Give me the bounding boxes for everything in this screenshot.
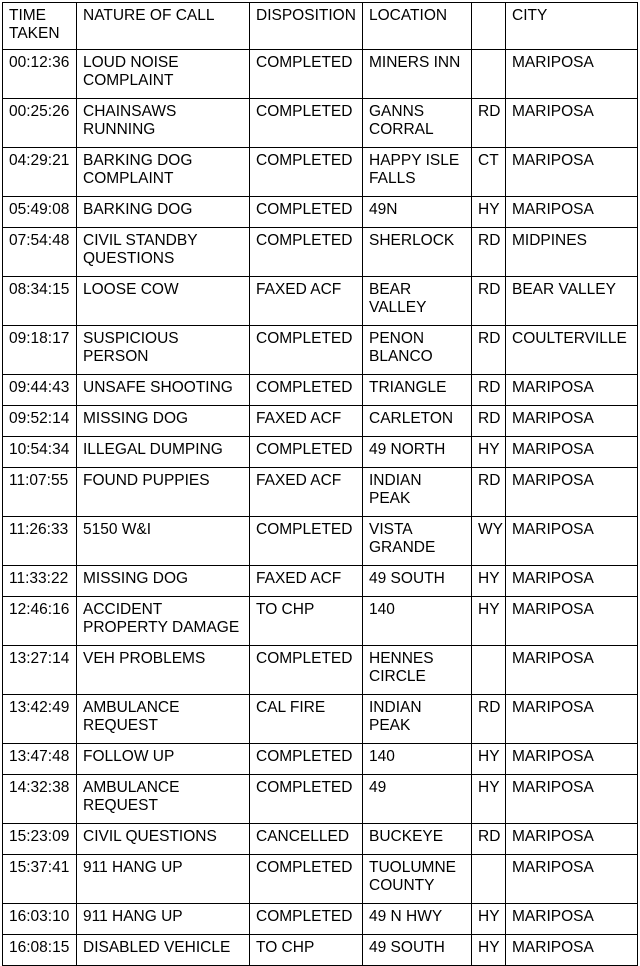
city-cell: MARIPOSA [506,517,638,566]
header-time-taken: TIME TAKEN [3,3,77,50]
nature-of-call-cell: MISSING DOG [77,566,250,597]
city-cell: MARIPOSA [506,855,638,904]
street-suffix-cell: RD [472,824,506,855]
location-cell: HENNES CIRCLE [363,646,472,695]
street-suffix-cell: HY [472,744,506,775]
time-cell: 09:44:43 [3,375,77,406]
disposition-cell: FAXED ACF [250,406,363,437]
disposition-cell: TO CHP [250,597,363,646]
table-row [3,597,638,646]
nature-of-call-cell: UNSAFE SHOOTING [77,375,250,406]
time-cell: 10:54:34 [3,437,77,468]
street-suffix-cell: RD [472,277,506,326]
city-cell: MARIPOSA [506,646,638,695]
location-cell: GANNS CORRAL [363,99,472,148]
call-log-body [3,50,638,966]
nature-of-call-cell: AMBULANCE REQUEST [77,695,250,744]
city-cell: MARIPOSA [506,824,638,855]
table-row [3,646,638,695]
table-row [3,517,638,566]
location-cell: 49 N HWY [363,904,472,935]
city-cell: MARIPOSA [506,566,638,597]
time-cell: 07:54:48 [3,228,77,277]
disposition-cell: COMPLETED [250,904,363,935]
street-suffix-cell [472,646,506,695]
location-cell: 49 NORTH [363,437,472,468]
city-cell: MARIPOSA [506,148,638,197]
nature-of-call-cell: 5150 W&I [77,517,250,566]
time-cell: 12:46:16 [3,597,77,646]
city-cell: MIDPINES [506,228,638,277]
city-cell: MARIPOSA [506,468,638,517]
city-cell: MARIPOSA [506,437,638,468]
nature-of-call-cell: VEH PROBLEMS [77,646,250,695]
time-cell: 11:33:22 [3,566,77,597]
street-suffix-cell: HY [472,935,506,966]
table-row [3,406,638,437]
header-location: LOCATION [363,3,472,50]
table-row [3,566,638,597]
street-suffix-cell: RD [472,406,506,437]
disposition-cell: FAXED ACF [250,468,363,517]
time-cell: 14:32:38 [3,775,77,824]
street-suffix-cell: WY [472,517,506,566]
time-cell: 09:52:14 [3,406,77,437]
city-cell: MARIPOSA [506,744,638,775]
table-row [3,824,638,855]
time-cell: 16:03:10 [3,904,77,935]
nature-of-call-cell: 911 HANG UP [77,855,250,904]
header-row [3,3,638,50]
city-cell: MARIPOSA [506,904,638,935]
location-cell: 49N [363,197,472,228]
location-cell: SHERLOCK [363,228,472,277]
city-cell: MARIPOSA [506,406,638,437]
time-cell: 00:25:26 [3,99,77,148]
disposition-cell: COMPLETED [250,517,363,566]
street-suffix-cell: HY [472,566,506,597]
disposition-cell: COMPLETED [250,50,363,99]
nature-of-call-cell: FOLLOW UP [77,744,250,775]
disposition-cell: COMPLETED [250,744,363,775]
disposition-cell: COMPLETED [250,148,363,197]
street-suffix-cell: CT [472,148,506,197]
street-suffix-cell: RD [472,99,506,148]
time-cell: 16:08:15 [3,935,77,966]
disposition-cell: COMPLETED [250,437,363,468]
location-cell: HAPPY ISLE FALLS [363,148,472,197]
street-suffix-cell: HY [472,597,506,646]
nature-of-call-cell: LOUD NOISE COMPLAINT [77,50,250,99]
street-suffix-cell [472,855,506,904]
street-suffix-cell: HY [472,775,506,824]
city-cell: MARIPOSA [506,695,638,744]
street-suffix-cell [472,50,506,99]
nature-of-call-cell: 911 HANG UP [77,904,250,935]
time-cell: 08:34:15 [3,277,77,326]
street-suffix-cell: RD [472,695,506,744]
header-city: CITY [506,3,638,50]
nature-of-call-cell: ILLEGAL DUMPING [77,437,250,468]
disposition-cell: COMPLETED [250,775,363,824]
street-suffix-cell: RD [472,468,506,517]
disposition-cell: CANCELLED [250,824,363,855]
disposition-cell: FAXED ACF [250,566,363,597]
time-cell: 09:18:17 [3,326,77,375]
table-row [3,375,638,406]
header-nature-of-call: NATURE OF CALL [77,3,250,50]
disposition-cell: COMPLETED [250,99,363,148]
location-cell: VISTA GRANDE [363,517,472,566]
time-cell: 04:29:21 [3,148,77,197]
table-row [3,855,638,904]
street-suffix-cell: RD [472,326,506,375]
time-cell: 15:37:41 [3,855,77,904]
location-cell: 49 [363,775,472,824]
location-cell: 49 SOUTH [363,566,472,597]
table-row [3,228,638,277]
location-cell: CARLETON [363,406,472,437]
city-cell: MARIPOSA [506,775,638,824]
nature-of-call-cell: DISABLED VEHICLE [77,935,250,966]
table-row [3,99,638,148]
street-suffix-cell: HY [472,904,506,935]
disposition-cell: FAXED ACF [250,277,363,326]
disposition-cell: COMPLETED [250,646,363,695]
location-cell: BUCKEYE [363,824,472,855]
nature-of-call-cell: CHAINSAWS RUNNING [77,99,250,148]
time-cell: 00:12:36 [3,50,77,99]
time-cell: 11:26:33 [3,517,77,566]
time-cell: 11:07:55 [3,468,77,517]
call-log-container [2,2,638,966]
time-cell: 15:23:09 [3,824,77,855]
nature-of-call-cell: FOUND PUPPIES [77,468,250,517]
disposition-cell: TO CHP [250,935,363,966]
header-street-suffix [472,3,506,50]
city-cell: COULTERVILLE [506,326,638,375]
disposition-cell: COMPLETED [250,197,363,228]
table-row [3,326,638,375]
street-suffix-cell: RD [472,375,506,406]
table-row [3,904,638,935]
header-disposition: DISPOSITION [250,3,363,50]
location-cell: 140 [363,744,472,775]
nature-of-call-cell: BARKING DOG [77,197,250,228]
nature-of-call-cell: BARKING DOG COMPLAINT [77,148,250,197]
nature-of-call-cell: CIVIL QUESTIONS [77,824,250,855]
time-cell: 13:27:14 [3,646,77,695]
table-row [3,935,638,966]
table-row [3,695,638,744]
street-suffix-cell: HY [472,437,506,468]
city-cell: MARIPOSA [506,197,638,228]
time-cell: 05:49:08 [3,197,77,228]
table-row [3,148,638,197]
table-row [3,197,638,228]
location-cell: INDIAN PEAK [363,468,472,517]
table-row [3,775,638,824]
city-cell: MARIPOSA [506,375,638,406]
nature-of-call-cell: SUSPICIOUS PERSON [77,326,250,375]
call-log-table [2,2,638,966]
disposition-cell: COMPLETED [250,855,363,904]
time-cell: 13:47:48 [3,744,77,775]
table-row [3,468,638,517]
location-cell: 140 [363,597,472,646]
table-row [3,277,638,326]
table-row [3,744,638,775]
table-row [3,50,638,99]
location-cell: BEAR VALLEY [363,277,472,326]
nature-of-call-cell: LOOSE COW [77,277,250,326]
location-cell: MINERS INN [363,50,472,99]
city-cell: MARIPOSA [506,597,638,646]
disposition-cell: COMPLETED [250,375,363,406]
street-suffix-cell: RD [472,228,506,277]
location-cell: 49 SOUTH [363,935,472,966]
nature-of-call-cell: AMBULANCE REQUEST [77,775,250,824]
street-suffix-cell: HY [472,197,506,228]
location-cell: TUOLUMNE COUNTY [363,855,472,904]
time-cell: 13:42:49 [3,695,77,744]
disposition-cell: COMPLETED [250,326,363,375]
table-row [3,437,638,468]
nature-of-call-cell: ACCIDENT PROPERTY DAMAGE [77,597,250,646]
location-cell: TRIANGLE [363,375,472,406]
location-cell: INDIAN PEAK [363,695,472,744]
city-cell: MARIPOSA [506,99,638,148]
location-cell: PENON BLANCO [363,326,472,375]
disposition-cell: CAL FIRE [250,695,363,744]
nature-of-call-cell: MISSING DOG [77,406,250,437]
city-cell: MARIPOSA [506,935,638,966]
nature-of-call-cell: CIVIL STANDBY QUESTIONS [77,228,250,277]
city-cell: BEAR VALLEY [506,277,638,326]
disposition-cell: COMPLETED [250,228,363,277]
city-cell: MARIPOSA [506,50,638,99]
